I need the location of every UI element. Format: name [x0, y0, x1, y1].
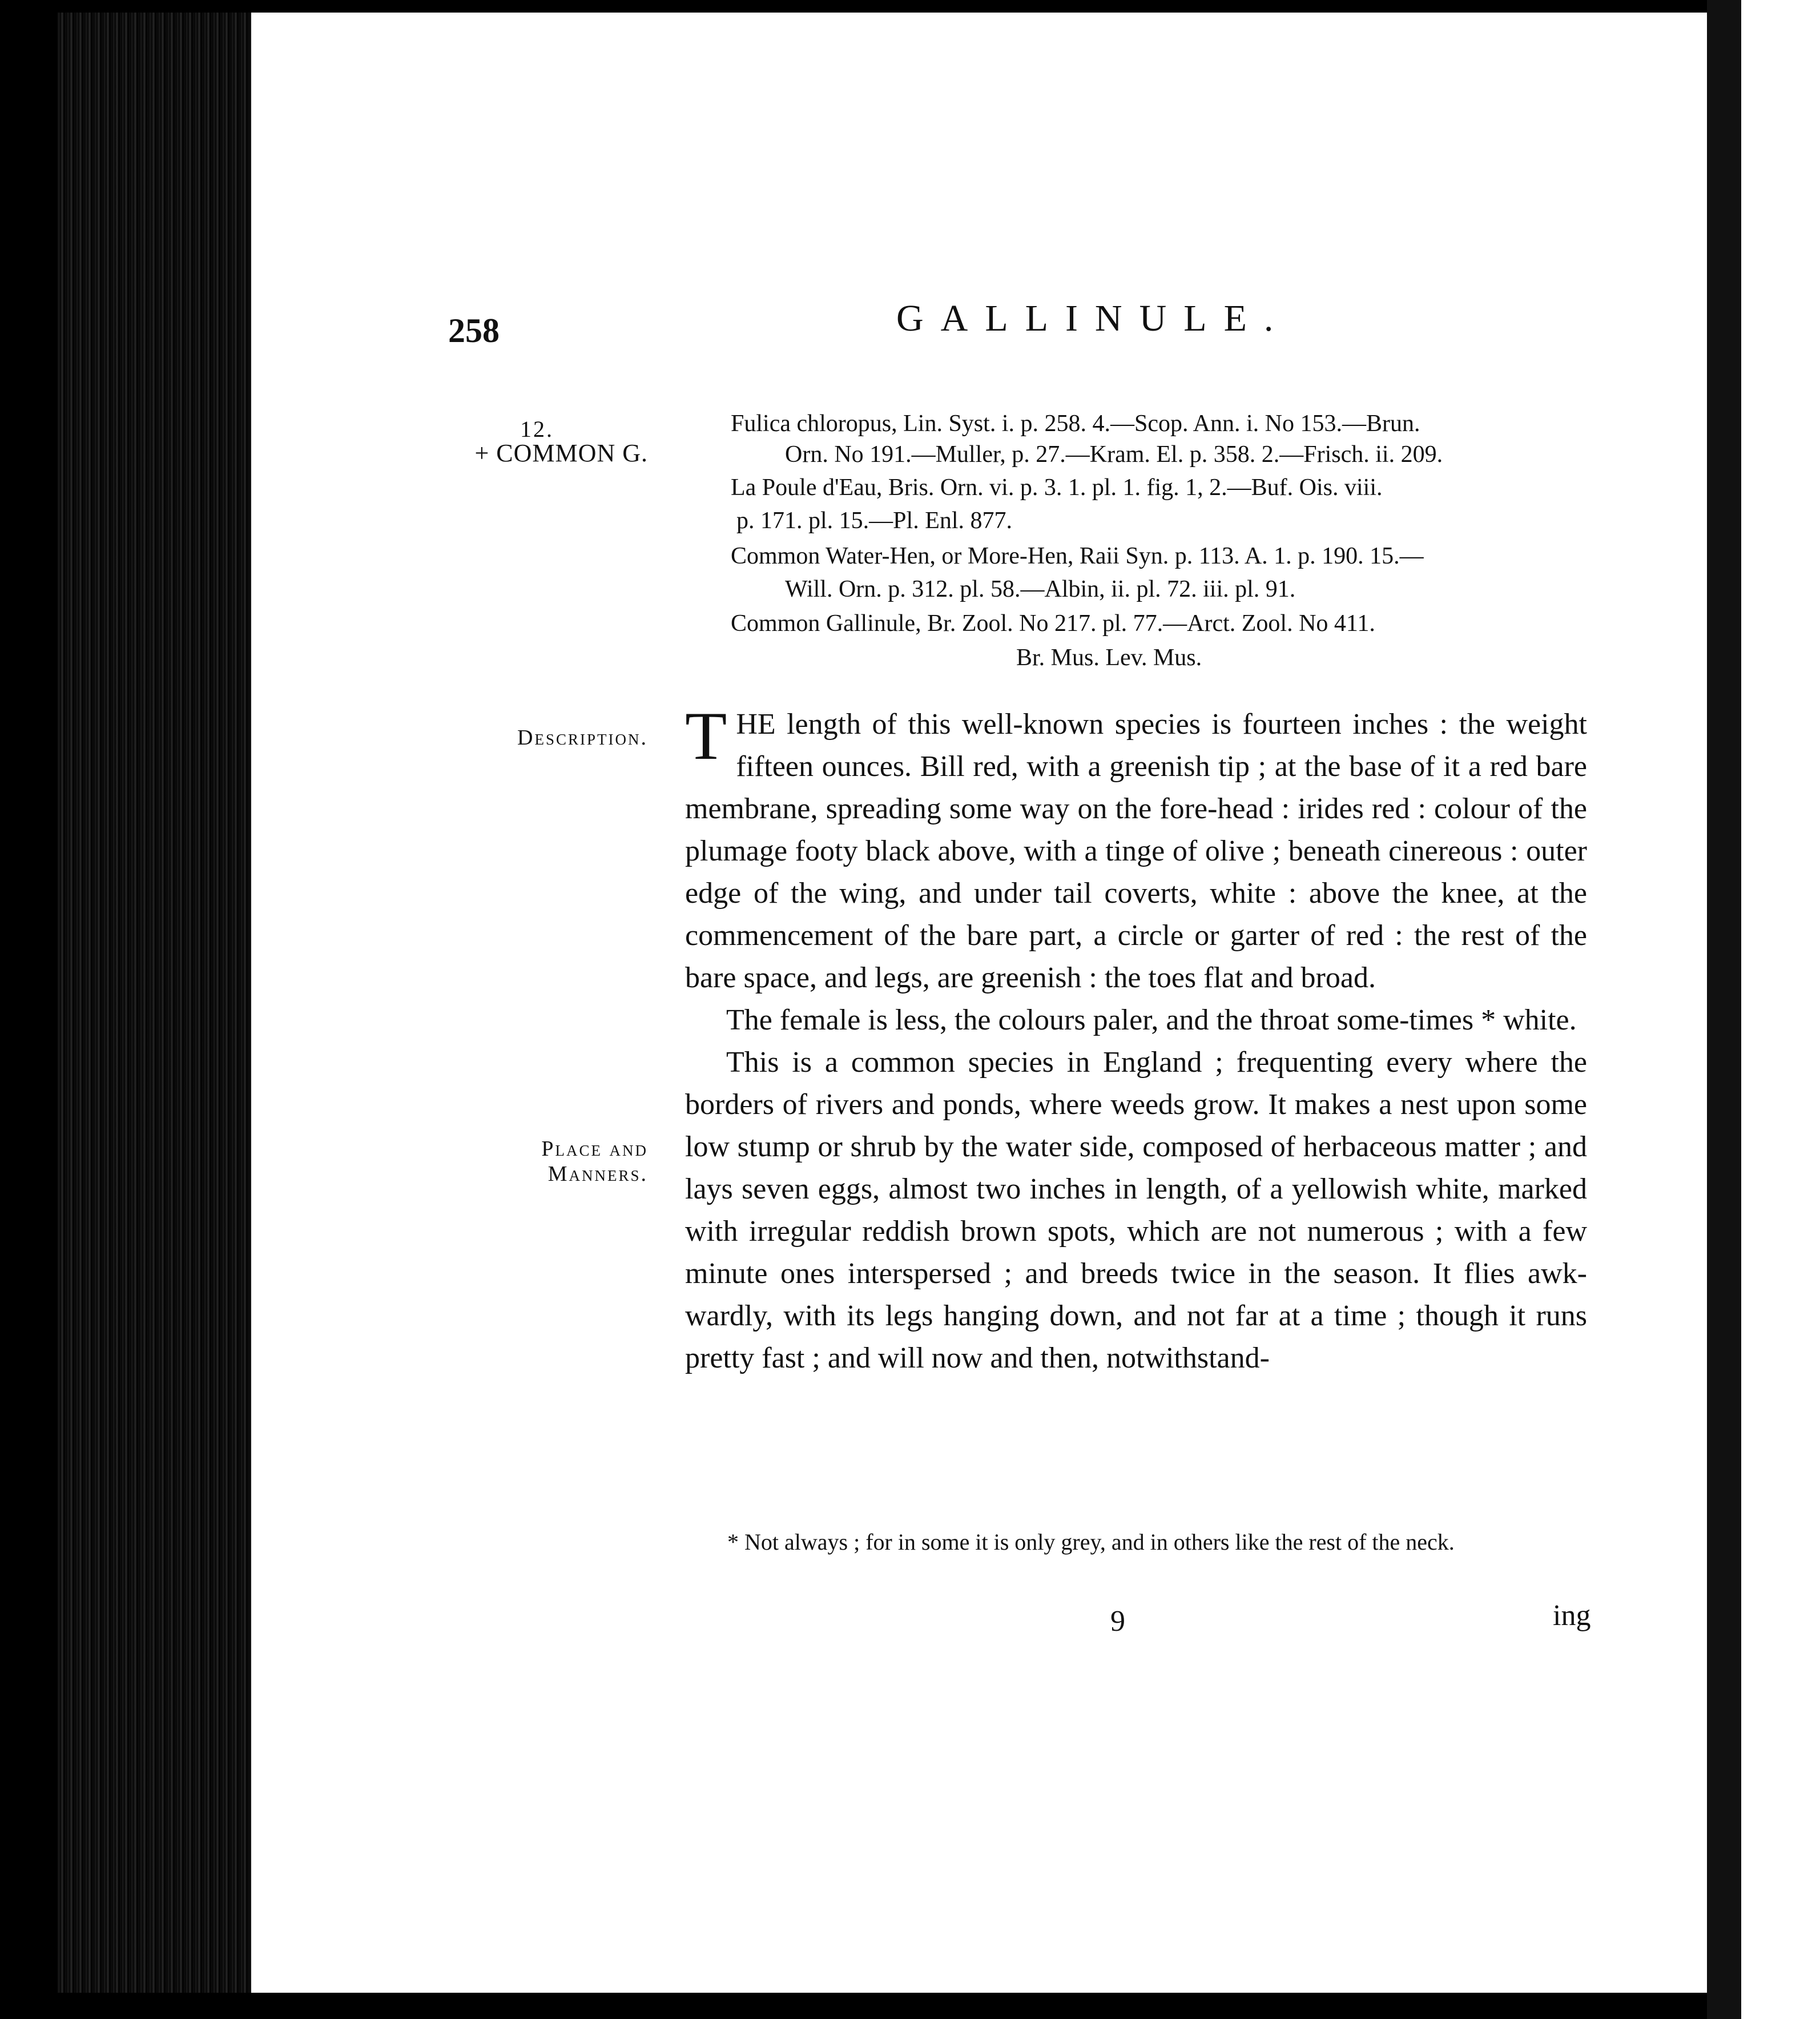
sidenote-line: Place and: [541, 1137, 648, 1161]
running-title: GALLINULE.: [896, 297, 1291, 339]
sidenote-species-number: 12.: [520, 416, 554, 442]
sidenote-description: Description.: [517, 726, 648, 750]
catchword: ing: [1553, 1599, 1591, 1632]
synonymy-line: Common Water-Hen, or More-Hen, Raii Syn. p. 113. A. 1. p. 190. 15.—: [731, 543, 1424, 569]
scan-border-left: [0, 0, 57, 2019]
scan-border-right: [1741, 0, 1820, 2019]
synonymy-line: Br. Mus. Lev. Mus.: [1016, 645, 1202, 671]
paragraph-description: [685, 698, 1587, 999]
paragraph-text: HE length of this well-known species is fourteen inches : the weight fifteen ounces. Bill red, with a greenish tip ; at the base of it a red bare membrane, spreading some way on the fore-head : irides red : colour of the plumage footy black above, with a tinge of olive ; beneath cinereous : outer edge of the wing, and under tail coverts, white : above the knee, at the commencement of the bare part, a circle or garter of red : the rest of the bare space, and legs, are greenish : the toes flat and broad.: [685, 708, 1587, 994]
synonymy-line: p. 171. pl. 15.—Pl. Enl. 877.: [736, 508, 1013, 534]
scan-border-top: [57, 0, 1741, 13]
sidenote-place-and-manners: [465, 1136, 648, 1187]
footnote: * Not always ; for in some it is only grey, and in others like the rest of the neck.: [727, 1529, 1455, 1555]
drop-cap: T: [685, 698, 727, 774]
scan-border-right-dark: [1707, 0, 1741, 2019]
synonymy-line: Will. Orn. p. 312. pl. 58.—Albin, ii. pl. 72. iii. pl. 91.: [785, 576, 1296, 602]
book-page-edges: [57, 0, 251, 2019]
synonymy-line: Common Gallinule, Br. Zool. No 217. pl. 77.—Arct. Zool. No 411.: [731, 610, 1375, 637]
body-text: [685, 698, 1587, 1379]
paragraph-female: The female is less, the colours paler, and the throat some-times * white.: [726, 1004, 1577, 1036]
synonymy-line: La Poule d'Eau, Bris. Orn. vi. p. 3. 1. pl. 1. fig. 1, 2.—Buf. Ois. viii.: [731, 474, 1383, 501]
sidenote-line: Manners.: [547, 1162, 648, 1186]
signature-mark: 9: [1110, 1605, 1125, 1638]
sidenote-species-name: + COMMON G.: [474, 439, 648, 467]
synonymy-line: Orn. No 191.—Muller, p. 27.—Kram. El. p. 358. 2.—Frisch. ii. 209.: [785, 441, 1443, 468]
page-number: 258: [448, 312, 500, 349]
scan-border-bottom: [57, 1993, 1741, 2019]
paragraph-place: This is a common species in England ; frequenting every where the borders of rivers and ponds, where weeds grow. It makes a nest upon some low stump or shrub by the water side, composed of herbaceous matter ; and lays seven eggs, almost two inches in length, of a yellowish white, marked with irregular reddish brown spots, which are not numerous ; with a few minute ones interspersed ; and breeds twice in the season. It flies awk-wardly, with its legs hanging down, and not far at a time ; though it runs pretty fast ; and will now and then, notwithstand-: [685, 1046, 1587, 1374]
synonymy-line: Fulica chloropus, Lin. Syst. i. p. 258. 4.—Scop. Ann. i. No 153.—Brun.: [731, 411, 1420, 437]
